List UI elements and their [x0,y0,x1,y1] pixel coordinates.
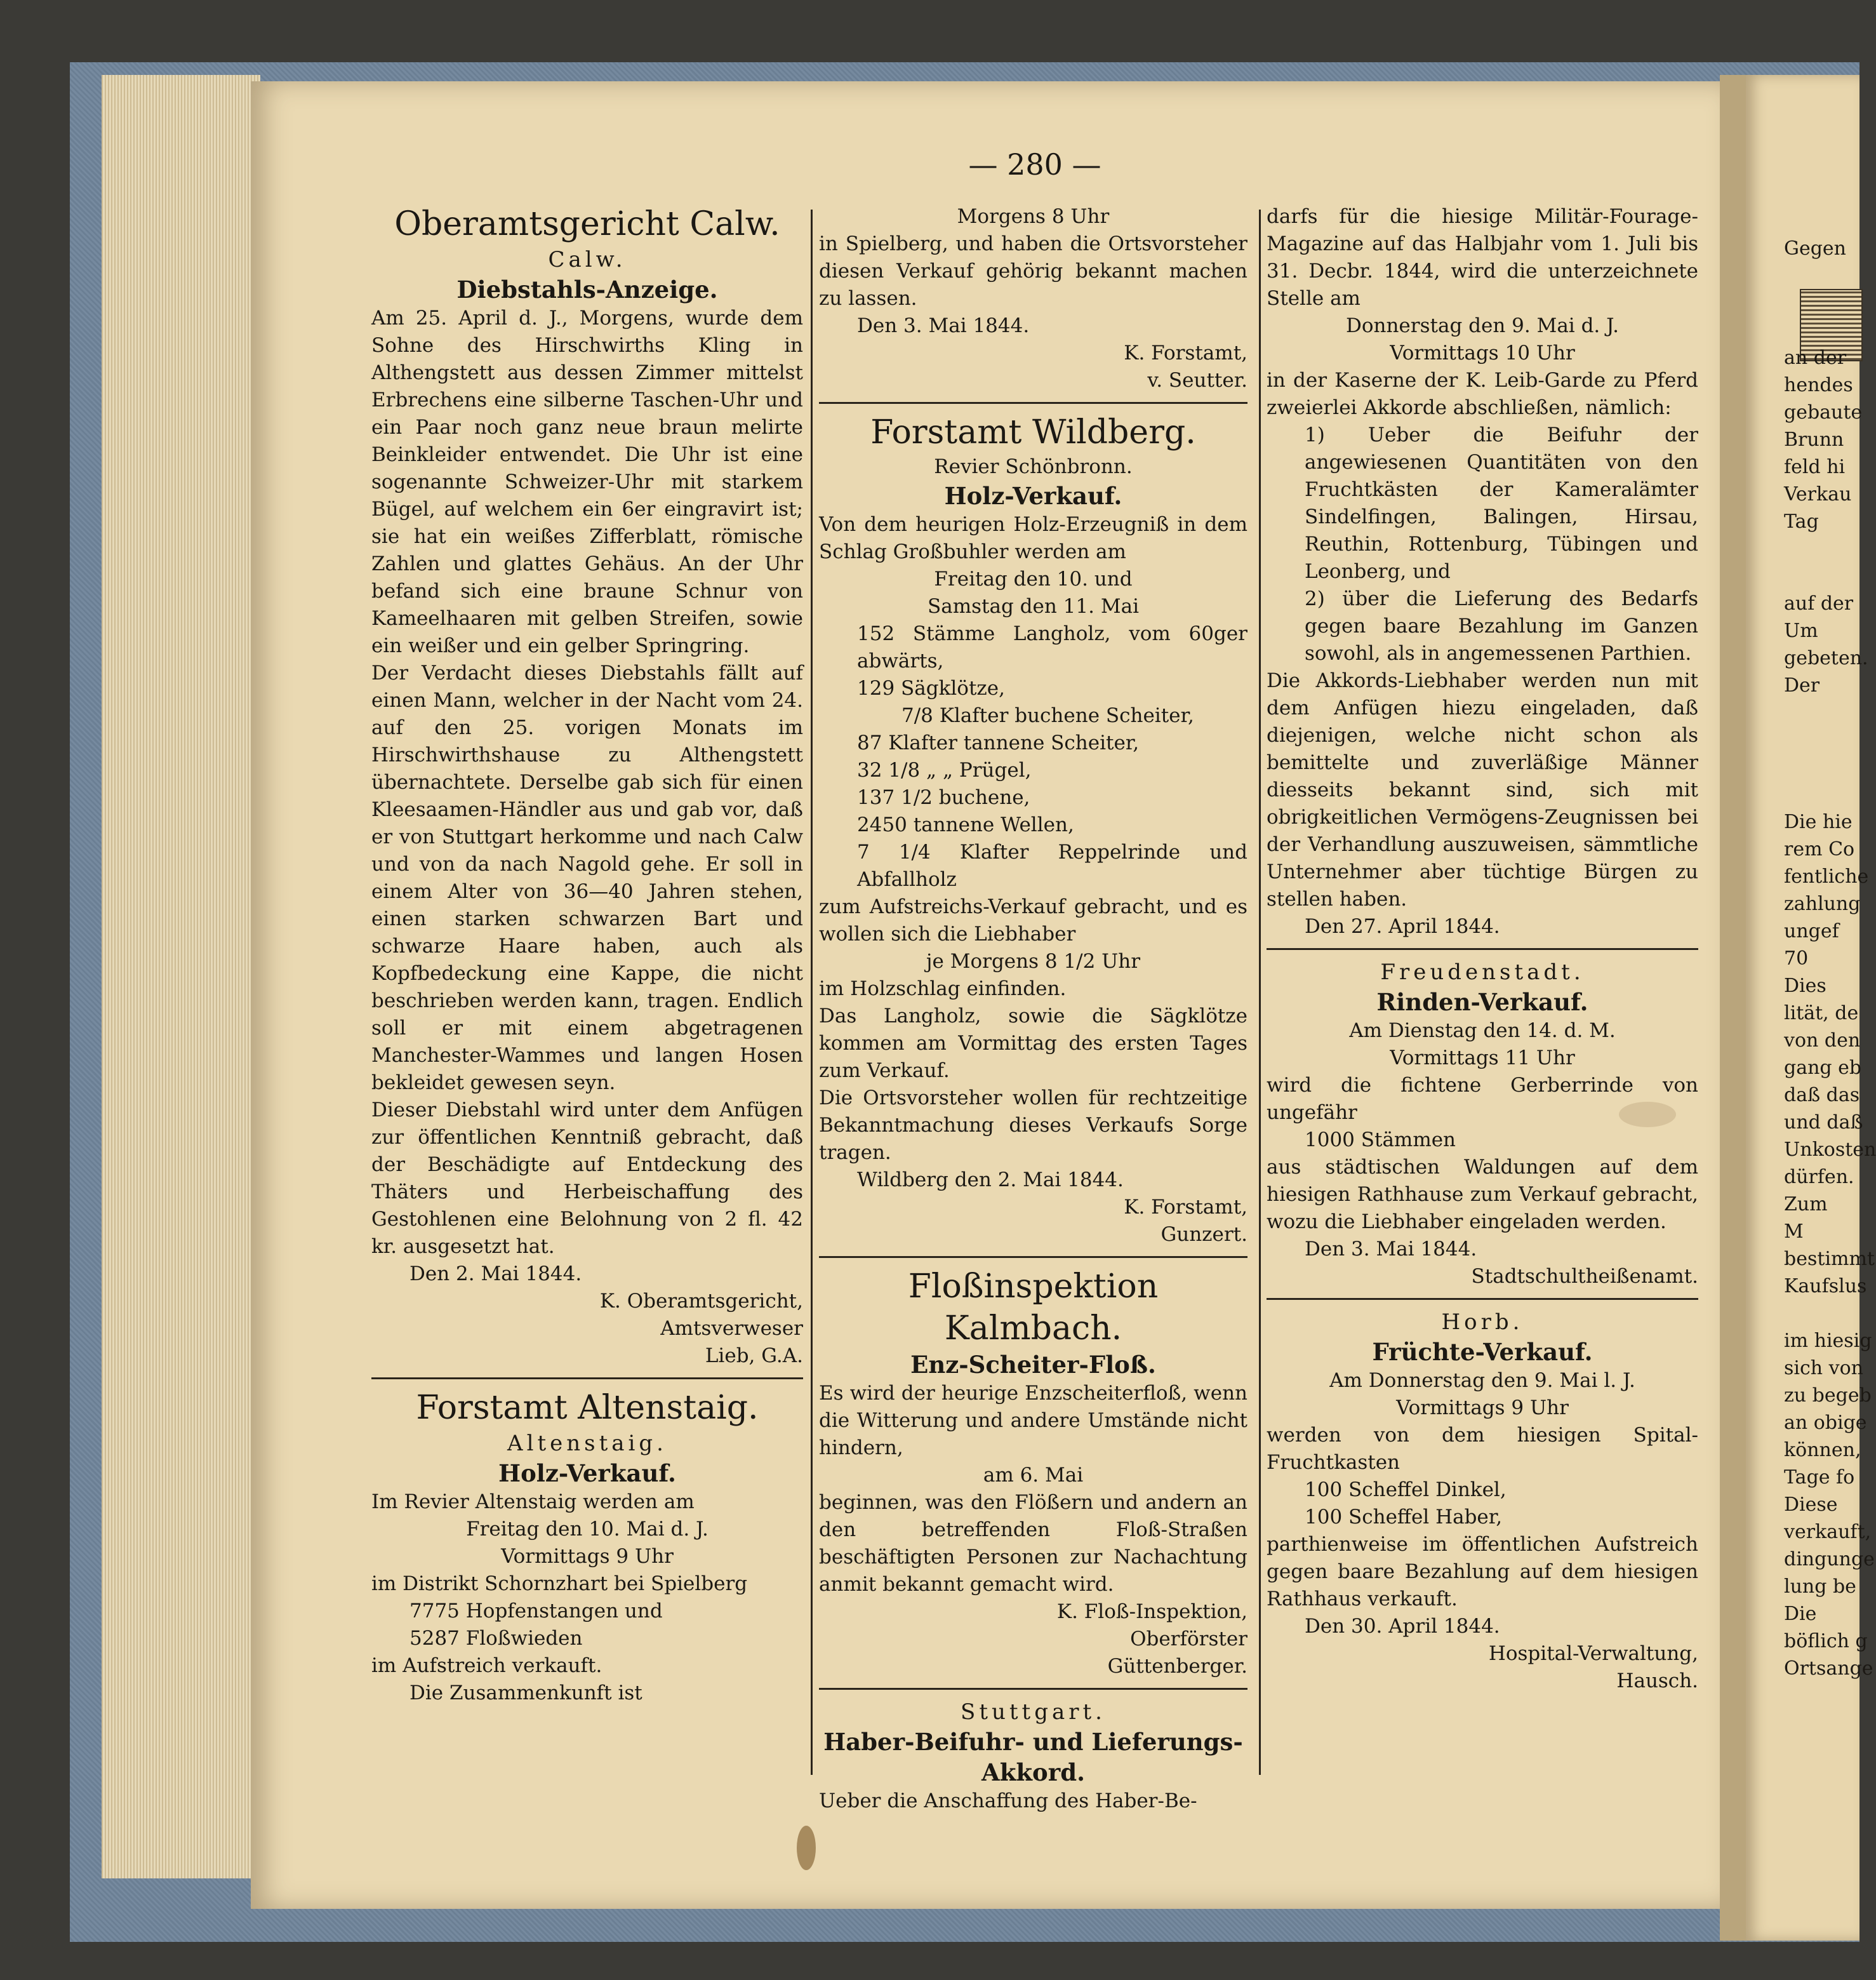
column-divider [811,210,813,1775]
notice-place: Revier Schönbronn. [934,455,1133,478]
text-fragment: Der [1784,674,1820,697]
text-fragment: Brunn [1784,429,1844,451]
text-fragment: Die hie [1784,811,1853,833]
separator-rule [371,1377,803,1379]
ink-stain [797,1826,816,1870]
text-line: 7775 Hopfenstangen und [409,1600,663,1622]
text-fragment [1784,1300,1866,1327]
list-item: 137 1/2 buchene, [857,786,1030,809]
text-fragment: sich von [1784,1357,1863,1379]
paragraph: Das Langholz, sowie die Sägklötze kommen am Vormittag des ersten Tages zum Verkauf. [819,1005,1247,1082]
text-line: im Holzschlag einfinden. [819,977,1067,1000]
text-fragment: Zum [1784,1193,1828,1215]
notice-title: Floßinspektion Kalmbach. [908,1268,1159,1348]
text-fragment: im hiesig [1784,1330,1872,1352]
text-fragment [1784,262,1866,290]
text-fragment: feld hi [1784,456,1846,478]
text-fragment: dingunge [1784,1548,1875,1570]
notice-title: Oberamtsgericht Calw. [394,205,780,243]
text-fragment: Tage fo [1784,1466,1855,1488]
notice-place: Freudenstadt. [1380,960,1585,985]
text-fragment [1784,535,1866,563]
text-fragment: Verkau [1784,483,1852,505]
paragraph: aus städtischen Waldungen auf dem hiesigen Rathhause zum Verkauf gebracht, wozu die Liebhaber eingeladen werden. [1267,1156,1698,1233]
notice-heading: Holz-Verkauf. [498,1459,676,1487]
text-fragment [1784,754,1866,781]
text-fragment: M [1784,1221,1804,1243]
paragraph: Von dem heurigen Holz-Erzeugniß in dem Schlag Großbuhler werden am [819,513,1247,563]
text-fragment: gebaute [1784,401,1863,424]
signature: Stadtschultheißenamt. [1471,1265,1698,1288]
page-edges [102,75,260,1878]
notice-heading: Holz-Verkauf. [944,482,1122,510]
text-fragment: bestimmt [1784,1248,1875,1270]
list-item: 152 Stämme Langholz, vom 60ger abwärts, [857,622,1247,672]
separator-rule [1267,1298,1698,1300]
text-fragment: zahlung [1784,893,1861,915]
text-fragment: gang eb [1784,1057,1862,1079]
paragraph: Am 25. April d. J., Morgens, wurde dem Sohne des Hirschwirths Kling in Althengstett aus dessen Zimmer mittelst Erbrechens eine silberne Taschen-Uhr und ein Paar noch ganz neue braun melirte Beinkleider entwendet. Die Uhr ist eine sogenannte Schweizer-Uhr mit starkem Bügel, auf welchem ein 6er eingravirt ist; sie hat ein weißes Zifferblatt, römische Zahlen und glattes Gehäus. An der Uhr befand sich eine braune Schnur von Kameelhaaren mit gelben Streifen, sowie ein weißer und ein gelber Springring. [371,307,803,657]
signature: Hospital-Verwaltung, [1488,1642,1698,1665]
text-fragment: ungef [1784,920,1839,942]
paragraph: beginnen, was den Flößern und andern an den betreffenden Floß-Straßen beschäftigten Personen zur Nachachtung anmit bekannt gemacht wird. [819,1491,1247,1596]
paragraph: Der Verdacht dieses Diebstahls fällt auf einen Mann, welcher in der Nacht vom 24. auf den 25. vorigen Monats im Hirschwirthshause zu Althengstett übernachtete. Derselbe gab sich für einen Kleesaamen-Händler aus und gab vor, daß er von Stuttgart herkomme und nach Calw und von da nach Nagold gehe. Er soll in einem Alter von 36—40 Jahren stehen, einen starken schwarzen Bart und schwarze Haare haben, auch als Kopfbedeckung eine Kappe, die nicht beschrieben werden kann, tragen. Endlich soll er mit einem abgetragenen Manchester-Wammes und langen Hosen bekleidet gewesen seyn. [371,662,803,1094]
text-fragment: an der [1784,347,1847,369]
text-fragment: daß das [1784,1084,1860,1106]
text-fragment: lung be [1784,1575,1856,1598]
text-line: Donnerstag den 9. Mai d. J. [1345,314,1620,337]
signature: Güttenberger. [1107,1655,1247,1678]
text-line: Vormittags 11 Uhr [1390,1047,1575,1069]
paragraph: in der Kaserne der K. Leib-Garde zu Pferd zweierlei Akkorde abschließen, nämlich: [1267,369,1698,419]
signature: v. Seutter. [1147,369,1247,392]
notice-date: Wildberg den 2. Mai 1844. [857,1168,1124,1191]
notice-date: Den 30. April 1844. [1305,1615,1500,1638]
text-fragment: Die [1784,1603,1817,1625]
list-item: 100 Scheffel Dinkel, [1305,1478,1507,1501]
text-line: 5287 Floßwieden [409,1627,583,1650]
notice-place: Stuttgart. [961,1699,1106,1725]
text-fragment: an obige [1784,1412,1867,1434]
notice-title: Forstamt Wildberg. [870,413,1196,452]
paragraph: in Spielberg, und haben die Ortsvorsteher diesen Verkauf gehörig bekannt machen zu lassen. [819,232,1247,310]
paragraph: Dieser Diebstahl wird unter dem Anfügen zur öffentlichen Kenntniß gebracht, daß der Beschädigte auf Entdeckung des Thäters und Herbeischaffung des Gestohlenen eine Belohnung von 2 fl. 42 kr. ausgesetzt hat. [371,1099,803,1258]
text-line: Samstag den 11. Mai [928,595,1139,618]
separator-rule [819,1688,1247,1690]
paragraph: zum Aufstreichs-Verkauf gebracht, und es wollen sich die Liebhaber [819,895,1247,946]
text-fragment: von den [1784,1029,1861,1052]
text-fragment: auf der [1784,592,1854,615]
text-line: wird die fichtene Gerberrinde von ungefähr [1267,1074,1698,1124]
signature: K. Forstamt, [1124,342,1247,365]
text-line: am 6. Mai [983,1464,1084,1487]
text-fragment [1784,317,1866,344]
notice-place: Horb. [1441,1309,1524,1335]
text-line: Im Revier Altenstaig werden am [371,1490,695,1513]
list-item: 2) über die Lieferung des Bedarfs gegen baare Bezahlung im Ganzen sowohl, als in angemessenen Parthien. [1305,587,1698,665]
text-line: im Aufstreich verkauft. [371,1654,602,1677]
signature: Amtsverweser [660,1317,803,1340]
notice-heading: Rinden-Verkauf. [1376,988,1588,1016]
text-line: Vormittags 9 Uhr [501,1545,674,1568]
column-2 [819,203,1247,1815]
list-item: 87 Klafter tannene Scheiter, [857,732,1140,754]
text-fragment: fentliche [1784,866,1869,888]
text-line: Freitag den 10. und [934,568,1133,591]
paragraph: Die Ortsvorsteher wollen für rechtzeitige Bekanntmachung dieses Verkaufs Sorge tragen. [819,1087,1247,1164]
text-fragment [1784,563,1866,590]
list-item: 7 1/4 Klafter Reppelrinde und Abfallholz [857,841,1247,891]
text-line: Am Donnerstag den 9. Mai l. J. [1329,1369,1635,1392]
list-item: 32 1/8 „ „ Prügel, [857,759,1032,782]
text-fragment [1784,781,1866,808]
list-item: 7/8 Klafter buchene Scheiter, [901,704,1194,727]
notice-heading: Haber-Beifuhr- und Lieferungs-Akkord. [823,1728,1243,1786]
text-fragment: böflich g [1784,1630,1868,1652]
list-item: 129 Sägklötze, [857,677,1005,700]
signature: Lieb, G.A. [705,1344,803,1367]
text-line: Vormittags 10 Uhr [1390,342,1575,365]
notice-place: Altenstaig. [507,1431,667,1456]
notice-date: Den 2. Mai 1844. [409,1262,582,1285]
text-fragment [1784,726,1866,754]
separator-rule [819,402,1247,404]
page-number: — 280 — [968,147,1101,182]
text-line: Am Dienstag den 14. d. M. [1349,1019,1616,1042]
notice-place: Calw. [548,247,627,272]
text-fragment: Tag [1784,511,1819,533]
text-line: je Morgens 8 1/2 Uhr [926,950,1141,973]
text-fragment: zu begeb [1784,1384,1872,1407]
text-fragment: Unkosten [1784,1139,1876,1161]
text-fragment: können, [1784,1439,1861,1461]
text-fragment [1784,290,1866,317]
notice-title: Forstamt Altenstaig. [416,1389,759,1427]
list-item: 100 Scheffel Haber, [1305,1506,1503,1528]
text-fragment: rem Co [1784,838,1855,860]
notice-date: Den 3. Mai 1844. [1305,1238,1477,1261]
notice-heading: Enz-Scheiter-Floß. [910,1351,1156,1379]
signature: Oberförster [1130,1628,1247,1650]
gutter [1720,75,1746,1941]
paragraph: parthienweise im öffentlichen Aufstreich gegen baare Bezahlung auf dem hiesigen Rathhaus verkauft. [1267,1533,1698,1610]
text-fragment: hendes [1784,374,1853,396]
text-fragment: Diese [1784,1494,1838,1516]
signature: Gunzert. [1161,1223,1247,1246]
signature: Hausch. [1616,1669,1698,1692]
text-fragment: 70 [1784,947,1809,970]
column-1 [371,203,803,1707]
notice-heading: Früchte-Verkauf. [1372,1338,1593,1366]
signature: K. Forstamt, [1124,1196,1247,1219]
notice-date: Den 3. Mai 1844. [857,314,1030,337]
paragraph: Es wird der heurige Enzscheiterfloß, wenn die Witterung und andere Umstände nicht hindern, [819,1382,1247,1459]
text-line: Vormittags 9 Uhr [1396,1396,1569,1419]
text-fragment: Ortsange [1784,1657,1873,1680]
signature: K. Floß-Inspektion, [1056,1600,1247,1623]
column-3 [1267,203,1698,1695]
notice-date: Den 27. April 1844. [1305,915,1500,938]
separator-rule [1267,948,1698,950]
text-line: Morgens 8 Uhr [957,205,1110,228]
text-fragment [1784,699,1866,726]
column-divider [1259,210,1261,1775]
text-fragment: Kaufslus [1784,1275,1867,1297]
text-line: 1000 Stämmen [1305,1128,1456,1151]
next-page-column [1784,235,1876,1682]
separator-rule [819,1256,1247,1258]
notice-heading: Diebstahls-Anzeige. [456,276,718,304]
text-line: Freitag den 10. Mai d. J. [466,1518,708,1541]
text-fragment: verkauft, [1784,1521,1872,1543]
text-line: werden von dem hiesigen Spital-Fruchtkasten [1267,1424,1698,1474]
signature: K. Oberamtsgericht, [599,1290,803,1313]
text-fragment: dürfen. [1784,1166,1854,1188]
list-item: 2450 tannene Wellen, [857,813,1074,836]
text-line: im Distrikt Schornzhart bei Spielberg [371,1572,748,1595]
text-fragment: Gegen [1784,237,1846,260]
list-item: 1) Ueber die Beifuhr der angewiesenen Quantitäten von den Fruchtkästen der Kameralämter Sindelfingen, Balingen, Hirsau, Reuthin, Rottenburg, Tübingen und Leonberg, und [1305,424,1698,583]
text-line: Ueber die Anschaffung des Haber-Be- [819,1789,1197,1812]
text-fragment: Dies [1784,975,1826,997]
paragraph: darfs für die hiesige Militär-Fourage-Magazine auf das Halbjahr vom 1. Juli bis 31. Decbr. 1844, wird die unterzeichnete Stelle am [1267,205,1698,310]
text-line: Die Zusammenkunft ist [409,1682,642,1704]
text-fragment: lität, de [1784,1002,1859,1024]
text-fragment: Um [1784,620,1818,642]
text-fragment: und daß [1784,1111,1863,1134]
text-fragment: gebeten. [1784,647,1868,669]
paragraph: Die Akkords-Liebhaber werden nun mit dem Anfügen hiezu eingeladen, daß diejenigen, welche nicht schon als bemittelte und zuverläßige Männer diesseits bekannt sind, sich mit obrigkeitlichen Vermögens-Zeugnissen bei der Verhandlung auszuweisen, sämmtliche Unternehmer aber tüchtige Bürgen zu stellen haben. [1267,669,1698,911]
